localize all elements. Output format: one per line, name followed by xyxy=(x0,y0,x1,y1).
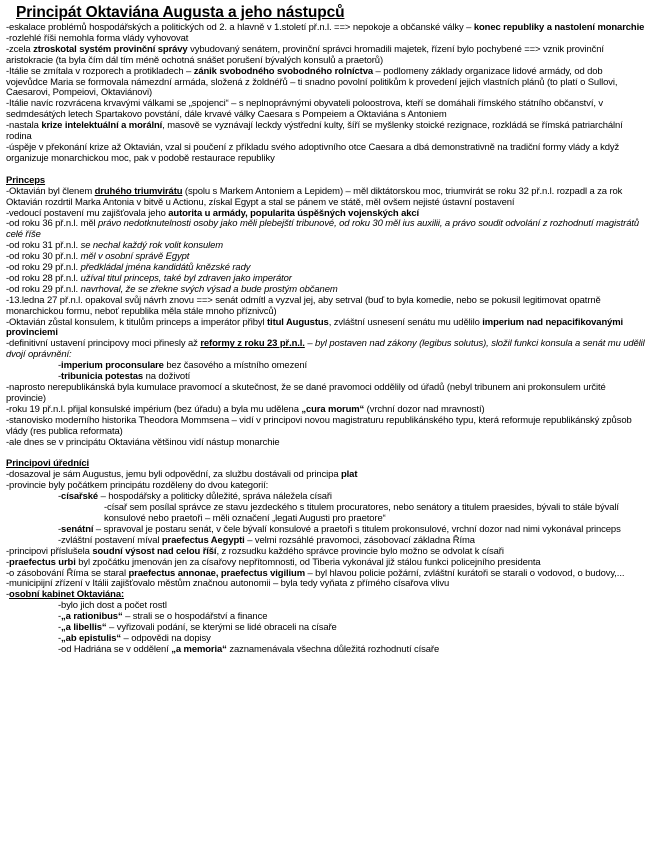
text-run: , zvláštní usnesení senátu mu udělilo xyxy=(328,316,483,328)
text-run: -municipijní zřízení v Itálii zajišťovalo městům značnou autonomii – byla tedy vyňata z přímého císařova vlivu xyxy=(6,578,450,590)
text-run: ztroskotal systém provinční správy xyxy=(33,43,188,55)
paragraph xyxy=(104,503,645,525)
paragraph xyxy=(6,438,645,449)
text-run: „a memoria“ xyxy=(171,643,227,655)
paragraph xyxy=(6,67,645,100)
text-run: „ab epistulis“ xyxy=(61,632,122,644)
text-run: -naprosto nerepublikánská byla kumulace pravomocí a skutečnost, že se dané pravomoci oddělily od úřadů (nebyl tribunem ani prokonsulem určité provincie) xyxy=(6,382,606,404)
text-run: vybudovaný senátem, provinční správci hromadili majetek, řízení bylo pochybené ==> vznik provinční aristokracie (ta byla čím dál tím méně ochotná snášet porušení bývalých konsulů a praetorů) xyxy=(6,43,604,66)
text-run: – byl hlavou policie požární, zvláštní kurátoři se starali o vodovod, o budovy,... xyxy=(304,567,625,579)
paragraph xyxy=(6,99,645,121)
text-run: -od roku 29 př.n.l. xyxy=(6,283,81,295)
text-run: , z rozsudku každého správce provincie bylo možno se odvolat k císaři xyxy=(216,545,504,557)
text-run: autorita u armády, popularita úspěšných vojenských akcí xyxy=(168,207,420,219)
document-body xyxy=(6,23,645,656)
text-run: -od roku 29 př.n.l. xyxy=(6,262,81,274)
text-run: druhého triumvirátu xyxy=(94,185,183,197)
text-run: -bylo jich dost a počet rostl xyxy=(58,600,167,612)
text-run: - xyxy=(58,632,62,644)
text-run: -principovi příslušela xyxy=(6,545,93,557)
text-run: -Itálie navíc rozvrácena krvavými válkami se „spojenci“ – s neplnoprávnými obyvateli poloostrova, kteří se domáhali římského státního občanství, v sedmdesátých letech Spartakovo povstání, dále krvavé války Caesara s Pompeiem a Oktaviána s Antoniem xyxy=(6,98,604,121)
text-run: reformy z roku 23 př.n.l. xyxy=(200,338,305,350)
text-run: zánik svobodného svobodného rolníctva xyxy=(193,65,374,77)
text-run: – velmi rozsáhlé pravomoci, zásobovací základna Říma xyxy=(244,534,475,546)
text-run: -úspěje v překonání krize až Oktavián, vzal si poučení z příkladu svého adoptivního otce Caesara a dbá demonstrativně na tradiční formy vlády a když organizuje monarchickou moc, pak v podobě restaurace republiky xyxy=(6,141,620,164)
text-run: „cura morum“ xyxy=(301,403,365,415)
text-run: – hospodářsky a politicky důležité, správa náležela císaři xyxy=(98,491,332,503)
text-run: titul Augustus xyxy=(267,316,329,328)
text-run: imperium proconsulare xyxy=(61,360,164,372)
text-run: – strali se o hospodářství a finance xyxy=(122,611,268,623)
text-run: -od Hadriána se v oddělení xyxy=(58,643,172,655)
paragraph xyxy=(6,219,645,241)
text-run: - xyxy=(58,622,62,634)
text-run: se nechal každý rok volit konsulem xyxy=(80,240,224,252)
text-run: -zcela xyxy=(6,43,34,55)
text-run: -Oktavián byl členem xyxy=(6,185,95,197)
text-run: na doživotí xyxy=(143,371,191,383)
text-run: -od roku 31 př.n.l. xyxy=(6,240,81,252)
text-run: -od roku 36 př.n.l. měl xyxy=(6,218,99,230)
text-run: osobní kabinet Oktaviána: xyxy=(9,589,125,601)
text-run: , masově se vyznávají leckdy výstřední kulty, šíří se myšlenky stoické rezignace, rozkládá se římská patriarchální rodina xyxy=(6,120,623,143)
paragraph xyxy=(6,296,645,318)
section-gap xyxy=(6,165,645,176)
text-run: -definitivní ustavení principovy moci přinesly až xyxy=(6,338,201,350)
text-run: - xyxy=(58,611,62,623)
text-run: plat xyxy=(341,469,358,481)
text-run: praefectus annonae, praefectus vigilium xyxy=(128,567,305,579)
text-run: – vyřizovali podání, se kterými se lidé obraceli na císaře xyxy=(106,622,337,634)
text-run: byl zpočátku jmenován jen za císařovy nepřítomnosti, od Tiberia vykonával již stálou funkci policejního presidenta xyxy=(75,556,541,568)
paragraph xyxy=(6,187,645,209)
text-run: -eskalace problémů hospodářských a politických od 2. a hlavně v 1.století př.n.l. ==> nepokoje a občanské války – xyxy=(6,22,474,33)
text-run: - xyxy=(6,589,10,601)
text-run: – spravoval je postaru senát, v čele bývalí konsulové a praetoři s titulem prokonsulové, vrchní dozor nad nimi vykonával princeps xyxy=(93,523,621,535)
text-run: praefectus Aegypti xyxy=(161,534,245,546)
text-run: - xyxy=(58,491,62,503)
text-run: Princeps xyxy=(6,174,46,186)
text-run: -13.ledna 27 př.n.l. opakoval svůj návrh znovu ==> senát odmítl a vyzval jej, aby setrval (buď to byla komedie, nebo se pokusil legitimovat opatrně monarchickou formu, neboť republika měla stále mnoho příznivců) xyxy=(6,294,601,317)
paragraph xyxy=(6,45,645,67)
text-run: -dosazoval je sám Augustus, jemu byli odpovědní, za službu dostávali od principa xyxy=(6,469,341,481)
text-run: navrhoval, že se zřekne svých výsad a bude prostým občanem xyxy=(80,283,338,295)
text-run: -císař sem posílal správce ze stavu jezdeckého s titulem procuratores, nebo senátory a titulem praesides, bývali to stále bývalí konsulové nebo praetoři – měli označení „legati Augusti pro praetore“ xyxy=(104,502,619,524)
text-run: tribunicia potestas xyxy=(61,371,144,383)
text-run: -nastala xyxy=(6,120,42,132)
text-run: senátní xyxy=(61,523,94,535)
paragraph xyxy=(6,143,645,165)
text-run: zaznamenávala všechna důležitá rozhodnutí císaře xyxy=(226,643,440,655)
text-run: císařské xyxy=(61,491,99,503)
text-run: „a rationibus“ xyxy=(61,611,123,623)
page-title: Principát Oktaviána Augusta a jeho nástupců xyxy=(16,4,345,21)
paragraph xyxy=(6,121,645,143)
paragraph xyxy=(58,645,645,656)
text-run: -rozlehlé říši nemohla forma vlády vyhovovat xyxy=(6,32,189,44)
text-run: užíval titul princeps, také byl zdraven jako imperátor xyxy=(80,272,292,284)
text-run: - xyxy=(58,371,62,383)
text-run: -ale dnes se v principátu Oktaviána většinou vidí nástup monarchie xyxy=(6,436,280,448)
text-run: imperium nad nepacifikovanými provinciemi xyxy=(6,316,624,339)
paragraph xyxy=(6,416,645,438)
text-run: – odpovědi na dopisy xyxy=(121,632,211,644)
text-run: -od roku 30 př.n.l. xyxy=(6,251,81,263)
text-run: - xyxy=(6,556,10,568)
text-run: -od roku 28 př.n.l. xyxy=(6,272,81,284)
text-run: – xyxy=(304,338,316,350)
text-run: (spolu s Markem Antoniem a Lepidem) – měl diktátorskou moc, triumvirát se roku 32 př.n.l. rozpadl a za rok Oktavián rozdrtil Marka Antonia v bitvě u Actionu, získal Egypt a stal se pánem ve státě, měl ovšem nejisté ústavní postavení xyxy=(6,185,623,208)
text-run: - xyxy=(58,523,62,535)
text-run: -vedoucí postavení mu zajišťovala jeho xyxy=(6,207,169,219)
text-run: -Oktavián zůstal konsulem, k titulům princeps a imperátor přibyl xyxy=(6,316,267,328)
text-run: soudní výsost nad celou říší xyxy=(92,545,217,557)
section-gap xyxy=(6,448,645,459)
text-run: Principovi úředníci xyxy=(6,458,90,470)
text-run: -o zásobování Říma se staral xyxy=(6,567,129,579)
text-run: praefectus urbi xyxy=(9,556,76,568)
text-run: krize intelektuální a morální xyxy=(41,120,163,132)
text-run: -zvláštní postavení míval xyxy=(58,534,162,546)
text-run: -stanovisko moderního historika Theodora Mommsena – vidí v principovi novou magistraturu republikánského typu, která reformuje republikánský způsob vlády (res publica reformata) xyxy=(6,414,632,437)
text-run: byl postaven nad zákony (legibus solutus), složil funkci konsula a senát mu udělil dvojí oprávnění: xyxy=(6,338,645,361)
text-run: – podlomeny základy organizace lidové armády, od dob vojevůdce Maria se formovala námezdní armáda, složená z žoldnéřů – ti snadno povolní politikům k provedení jejich vlastních plánů (to platí o Sullovi, Caesarovi, Pompeiovi, Oktaviánovi) xyxy=(6,65,618,99)
text-run: právo nedotknutelnosti osoby jako měli plebejští tribunové, od roku 30 měl ius auxilii, a právo soudit odvolání z rozhodnutí magistrátů celé říše xyxy=(6,218,640,241)
text-run: - xyxy=(58,360,62,372)
text-run: měl v osobní správě Egypt xyxy=(80,251,190,263)
text-run: -Itálie se zmítala v rozporech a protikladech – xyxy=(6,65,194,77)
text-run: bez časového a místního omezení xyxy=(163,360,308,372)
text-run: -roku 19 př.n.l. přijal konsulské impérium (bez úřadu) a byla mu udělena xyxy=(6,403,302,415)
text-run: -provincie byly počátkem principátu rozděleny do dvou kategorií: xyxy=(6,480,269,492)
text-run: (vrchní dozor nad mravností) xyxy=(364,403,485,415)
paragraph xyxy=(6,383,645,405)
text-run: předkládal jména kandidátů knězské rady xyxy=(80,262,251,274)
paragraph xyxy=(6,318,645,340)
text-run: konec republiky a nastolení monarchie xyxy=(473,22,645,33)
paragraph xyxy=(6,339,645,361)
text-run: „a libellis“ xyxy=(61,622,107,634)
